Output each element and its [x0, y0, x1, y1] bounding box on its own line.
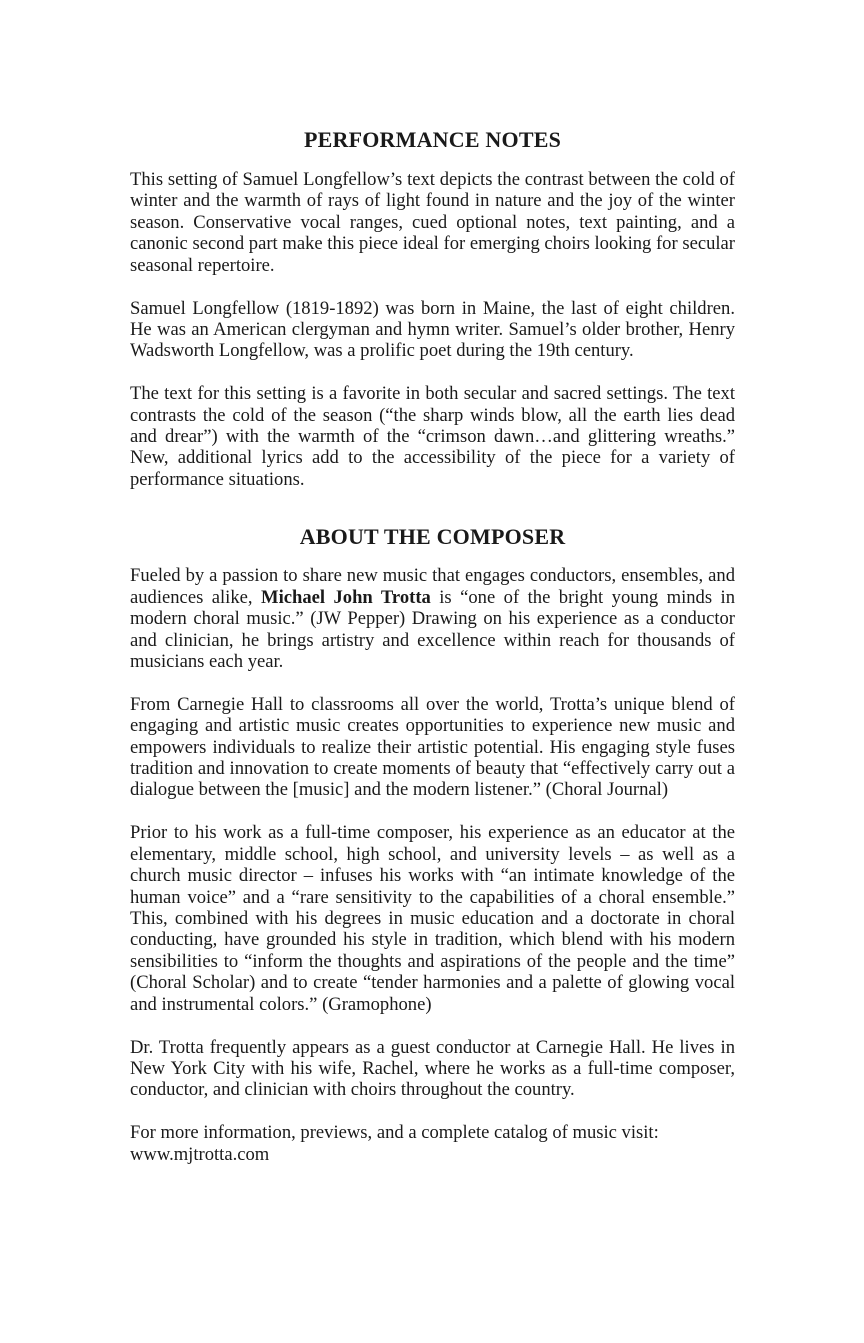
about-composer-heading: ABOUT THE COMPOSER [299, 524, 566, 550]
composer-paragraph: Prior to his work as a full-time composer, his experience as an educator at the elementary, middle school, high school, and university levels – as well as a church music director – infuses his works with “an intimate knowledge of the human voice” and a “rare sensitivity to the capabilities of a choral ensemble.” This, combined with his degrees in music education and a doctorate in choral conducting, have grounded his style in tradition, which blend with his modern sensibilities to “inform the thoughts and aspirations of the people and the time” (Choral Scholar) and to create “tender harmonies and a palette of glowing vocal and instrumental colors.” (Gramophone) [130, 822, 735, 1015]
performance-notes-paragraph: Samuel Longfellow (1819-1892) was born in Maine, the last of eight children. He was an American clergyman and hymn writer. Samuel’s older brother, Henry Wadsworth Longfellow, was a prolific poet during the 19th century. [130, 297, 735, 362]
composer-intro-text: Fueled by a passion to share new music that engages conductors, ensembles, and audiences alike, [130, 565, 735, 608]
performance-notes-paragraph: This setting of Samuel Longfellow’s text depicts the contrast between the cold of winter and the warmth of rays of light found in nature and the joy of the winter season. Conservative vocal ranges, cued optional notes, text painting, and a canonic second part make this piece ideal for emerging choirs looking for secular seasonal repertoire. [130, 169, 735, 276]
document-page [130, 126, 735, 1187]
more-info-text: For more information, previews, and a complete catalog of music visit: [130, 1122, 659, 1144]
composer-paragraph: Dr. Trotta frequently appears as a guest conductor at Carnegie Hall. He lives in New York City with his wife, Rachel, where he works as a full-time composer, conductor, and clinician with choirs throughout the country. [130, 1036, 735, 1101]
composer-intro-text: is “one of the bright young minds in modern choral music.” (JW Pepper) Drawing on his experience as a conductor and clinician, he brings artistry and excellence within reach for thousands of musicians each year. [130, 586, 735, 672]
performance-notes-paragraph: The text for this setting is a favorite in both secular and sacred settings. The text contrasts the cold of the season (“the sharp winds blow, all the earth lies dead and drear”) with the warmth of the “crimson dawn…and glittering wreaths.” New, additional lyrics add to the accessibility of the piece for a variety of performance situations. [130, 383, 735, 490]
composer-name: Michael John Trotta [261, 586, 431, 608]
website-link[interactable]: www.mjtrotta.com [130, 1143, 270, 1165]
more-info-paragraph [130, 1122, 735, 1165]
composer-paragraph: From Carnegie Hall to classrooms all over the world, Trotta’s unique blend of engaging and artistic music creates opportunities to experience new music and empowers individuals to realize their artistic potential. His engaging style fuses tradition and innovation to create moments of beauty that “effectively carry out a dialogue between the [music] and the modern listener.” (Choral Journal) [130, 693, 735, 801]
performance-notes-heading: PERFORMANCE NOTES [303, 127, 562, 152]
composer-intro-paragraph [130, 565, 735, 672]
